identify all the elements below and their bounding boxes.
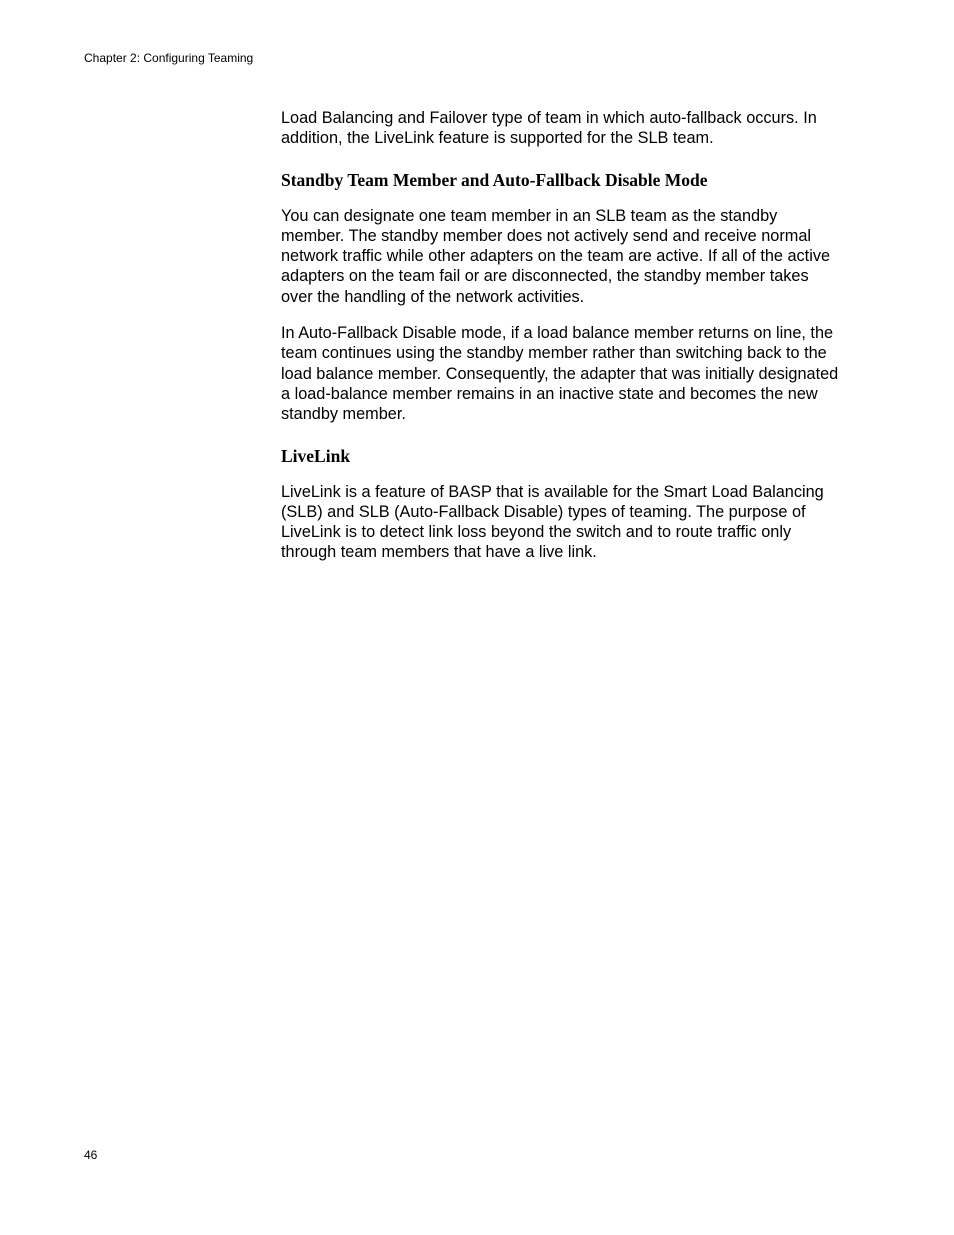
intro-paragraph: Load Balancing and Failover type of team in which auto-fallback occurs. In addition, the LiveLink feature is supported for the SLB team. bbox=[281, 109, 817, 148]
section-heading-livelink: LiveLink bbox=[281, 445, 351, 466]
page-content bbox=[281, 108, 843, 563]
section-heading-standby: Standby Team Member and Auto-Fallback Disable Mode bbox=[281, 169, 708, 190]
standby-paragraph-2: In Auto-Fallback Disable mode, if a load balance member returns on line, the team continues using the standby member rather than switching back to the load balance member. Consequently, the adapter that was initially designated a load-balance member remains in an inactive state and becomes the new standby member. bbox=[281, 324, 839, 424]
livelink-paragraph: LiveLink is a feature of BASP that is available for the Smart Load Balancing (SLB) and SLB (Auto-Fallback Disable) types of teaming. The purpose of LiveLink is to detect link loss beyond the switch and to route traffic only through team members that have a live link. bbox=[281, 482, 824, 562]
running-header: Chapter 2: Configuring Teaming bbox=[84, 51, 254, 65]
standby-paragraph-1: You can designate one team member in an SLB team as the standby member. The standby member does not actively send and receive normal network traffic while other adapters on the team are active. If all of the active adapters on the team fail or are disconnected, the standby member takes over the handling of the network activities. bbox=[281, 206, 831, 306]
page-number: 46 bbox=[84, 1148, 98, 1162]
